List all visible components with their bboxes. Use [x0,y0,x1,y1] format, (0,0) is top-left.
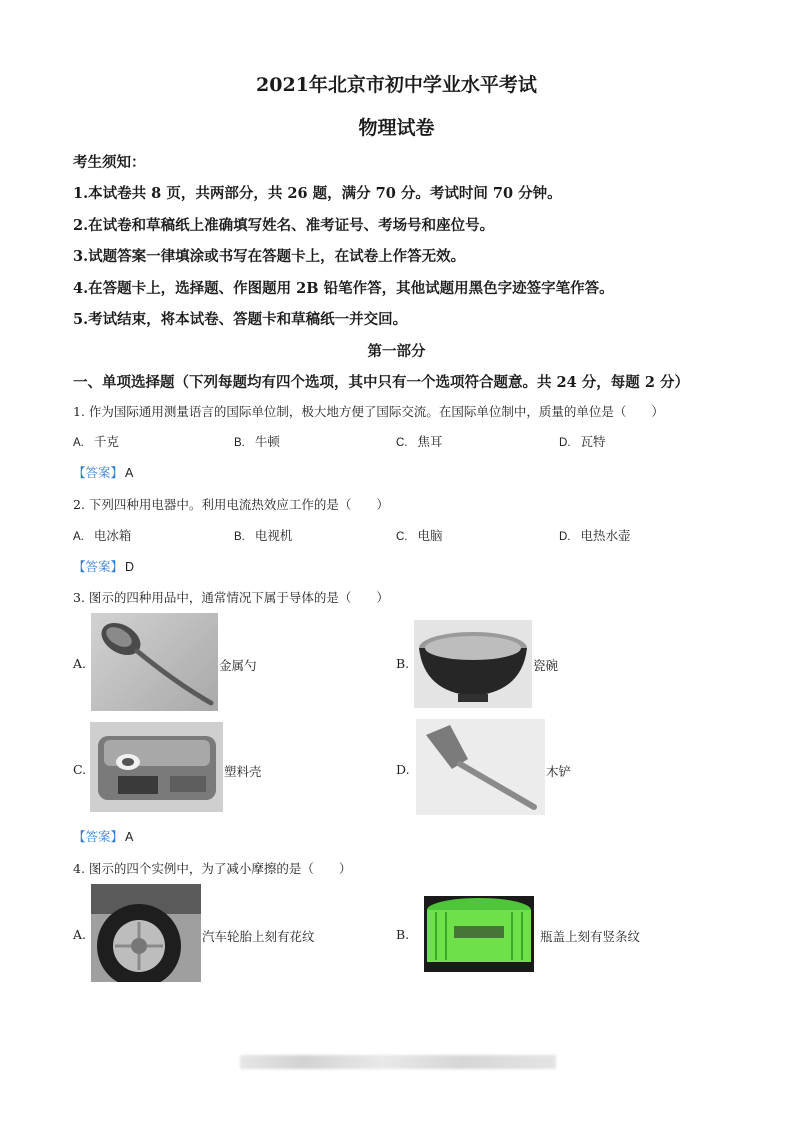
option-text: 瓦特 [580,434,606,449]
option-text: 电视机 [254,528,293,543]
option-letter: B. [234,531,245,543]
option-letter: C. [396,531,408,543]
option-letter: C. [396,437,408,449]
metal-spoon-image [91,613,218,711]
answer-value: A [125,466,134,480]
bottle-cap-image [424,896,534,972]
q3-option-b-letter: B. [396,656,410,671]
notice-item: 3.试题答案一律填涂或书写在答题卡上，在试卷上作答无效。 [73,248,466,265]
q2-answer [73,557,134,575]
q3-option-a-letter: A. [73,656,87,671]
q4-option-a-letter: A. [73,927,87,942]
q3-option-d-letter: D. [396,762,410,777]
q4-option-b-letter: B. [396,927,410,942]
footer-watermark [240,1055,556,1069]
q3-option-a-text: 金属勺 [219,658,257,673]
option-text: 焦耳 [417,434,443,449]
car-tire-image [91,884,201,982]
notice-item: 4.在答题卡上，选择题、作图题用 2B 铅笔作答，其他试题用黑色字迹签字笔作答。 [73,280,614,297]
q3-answer [73,827,133,845]
q1-answer [73,463,133,481]
notice-item: 1.本试卷共 8 页，共两部分，共 26 题，满分 70 分。考试时间 70 分钟。 [73,185,562,202]
answer-tag: 【答案】 [73,465,124,480]
question-4-text: 4. 图示的四个实例中，为了减小摩擦的是（ ） [73,861,352,876]
option-letter: D. [559,531,571,543]
option-letter: A. [73,437,84,449]
question-3-text: 3. 图示的四种用品中，通常情况下属于导体的是（ ） [73,590,389,605]
option-text: 电热水壶 [580,528,631,543]
q4-option-b-text: 瓶盖上刻有竖条纹 [540,929,641,944]
notice-heading: 考生须知： [73,154,146,171]
q3-option-d-text: 木铲 [546,764,572,779]
option-text: 千克 [93,434,119,449]
question-1-text: 1. 作为国际通用测量语言的国际单位制，极大地方便了国际交流。在国际单位制中，质量的单位是（ ） [73,404,664,419]
answer-value: D [125,560,135,574]
question-2-text: 2. 下列四种用电器中。利用电流热效应工作的是（ ） [73,497,389,512]
q3-option-c-letter: C. [73,762,87,777]
notice-item: 5.考试结束，将本试卷、答题卡和草稿纸一并交回。 [73,311,408,328]
option-text: 牛顿 [254,434,280,449]
q3-option-b-text: 瓷碗 [533,658,559,673]
option-letter: B. [234,437,245,449]
wooden-spatula-image [416,719,545,815]
plastic-case-image [90,722,223,812]
q1-option-a [73,432,119,450]
option-text: 电冰箱 [93,528,132,543]
page-title: 2021年北京市初中学业水平考试 [256,74,537,96]
q1-option-d [559,432,606,450]
answer-tag: 【答案】 [73,829,124,844]
q2-option-a [73,526,131,544]
notice-item: 2.在试卷和草稿纸上准确填写姓名、准考证号、考场号和座位号。 [73,217,495,234]
porcelain-bowl-image [414,620,532,708]
q4-option-a-text: 汽车轮胎上刻有花纹 [202,929,315,944]
part-heading: 第一部分 [367,343,426,360]
q2-option-b [234,526,292,544]
answer-value: A [125,830,134,844]
q1-option-b [234,432,280,450]
option-letter: A. [73,531,84,543]
q2-option-c [396,526,443,544]
option-letter: D. [559,437,571,449]
option-text: 电脑 [417,528,443,543]
answer-tag: 【答案】 [73,559,124,574]
q3-option-c-text: 塑料壳 [224,764,262,779]
page-subtitle: 物理试卷 [358,117,435,139]
section-title: 一、单项选择题（下列每题均有四个选项，其中只有一个选项符合题意。共 24 分，每题 2 分） [73,374,689,391]
q2-option-d [559,526,631,544]
q1-option-c [396,432,443,450]
